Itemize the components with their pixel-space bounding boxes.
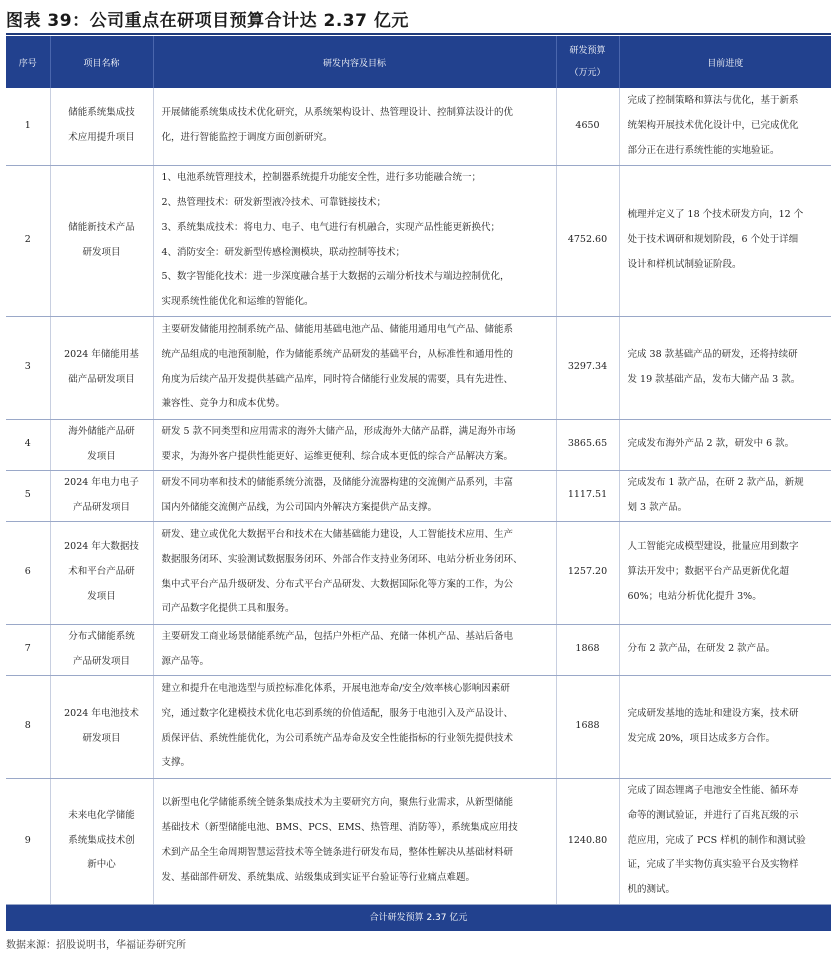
cell-content <box>153 470 556 521</box>
cell-content-line: 5、数字智能化技术：进一步深度融合基于大数据的云端分析技术与端边控制优化， <box>161 271 510 283</box>
cell-progress-line: 完成研发基地的选址和建设方案，技术研 <box>627 707 799 719</box>
table-row <box>6 88 831 165</box>
cell-project-name-line: 发项目 <box>87 450 116 462</box>
cell-content-line: 4、消防安全：研发新型传感检测模块，联动控制等技术； <box>161 246 406 258</box>
cell-project-name-line: 未来电化学储能 <box>68 809 135 821</box>
cell-progress <box>619 470 831 521</box>
cell-content-line: 研发、建立或优化大数据平台和技术在大储基础能力建设，人工智能技术应用、生产 <box>161 528 514 540</box>
cell-project-name-line: 新中心 <box>87 859 116 871</box>
cell-content <box>153 624 556 675</box>
cell-budget: 4752.60 <box>556 165 619 316</box>
header-name: 项目名称 <box>50 36 153 88</box>
figure-title: 图表 39：公司重点在研项目预算合计达 2.37 亿元 <box>6 11 409 31</box>
cell-content-line: 角度为后续产品开发提供基础产品库，同时符合储能行业发展的需要，具有先进性、 <box>161 373 514 385</box>
cell-content-line: 支撑。 <box>161 757 191 769</box>
cell-progress <box>619 521 831 624</box>
cell-content <box>153 419 556 470</box>
table-row <box>6 521 831 624</box>
rd-projects-table <box>6 36 831 905</box>
cell-budget: 3865.65 <box>556 419 619 470</box>
header-budget <box>556 36 619 88</box>
cell-content-line: 基础技术（新型储能电池、BMS、PCS、EMS、热管理、消防等），系统集成应用技 <box>161 822 518 834</box>
cell-project-name-line: 2024 年储能用基 <box>64 348 139 360</box>
cell-progress-line: 梳理并定义了 18 个技术研发方向，12 个 <box>627 209 804 221</box>
cell-project-name <box>50 778 153 904</box>
cell-no: 1 <box>6 88 50 165</box>
cell-project-name-line: 储能系统集成技 <box>68 107 135 119</box>
cell-project-name <box>50 675 153 778</box>
cell-budget: 1688 <box>556 675 619 778</box>
header-progress: 目前进度 <box>619 36 831 88</box>
cell-project-name <box>50 88 153 165</box>
cell-no: 5 <box>6 470 50 521</box>
cell-progress-line: 范应用，完成了 PCS 样机的制作和测试验 <box>627 834 806 846</box>
table-row <box>6 470 831 521</box>
title-rule <box>6 33 831 35</box>
cell-project-name <box>50 624 153 675</box>
cell-progress-line: 60%；电站分析优化提升 3%。 <box>627 590 762 602</box>
cell-progress-line: 完成发布海外产品 2 款，研发中 6 款。 <box>627 438 795 450</box>
cell-content-line: 术到产品全生命周期智慧运营技术等全链条进行研发布局，整体性解决从基础材料研 <box>161 847 514 858</box>
cell-content-line: 1、电池系统管理技术，控制器系统提升功能安全性，进行多功能融合统一； <box>161 172 482 184</box>
cell-content <box>153 521 556 624</box>
cell-progress-line: 分布 2 款产品，在研发 2 款产品。 <box>627 643 776 655</box>
cell-project-name-line: 海外储能产品研 <box>68 425 135 437</box>
cell-content <box>153 316 556 419</box>
cell-budget: 1240.80 <box>556 778 619 904</box>
table-row <box>6 624 831 675</box>
cell-progress-line: 发 19 款基础产品，发布大储产品 3 款。 <box>627 373 801 385</box>
cell-progress-line: 处于技术调研和规划阶段，6 个处于详细 <box>627 234 799 246</box>
cell-content-line: 开展储能系统集成技术优化研究，从系统架构设计、热管理设计、控制算法设计的优 <box>161 107 514 119</box>
cell-budget: 1257.20 <box>556 521 619 624</box>
cell-content-line: 质保评估、系统性能优化，为公司系统产品寿命及安全性能指标的行业领先提供技术 <box>161 732 514 744</box>
cell-progress-line: 完成了控制策略和算法与优化，基于新系 <box>627 95 799 107</box>
cell-no: 9 <box>6 778 50 904</box>
table-row <box>6 778 831 904</box>
cell-content-line: 建立和提升在电池选型与质控标准化体系，开展电池寿命/安全/效率核心影响因素研 <box>161 682 510 694</box>
cell-project-name-line: 储能新技术产品 <box>68 221 135 233</box>
cell-content-line: 统产品组成的电池预制舱，作为储能系统产品研发的基础平台，从标准性和通用性的 <box>161 348 514 360</box>
cell-content-line: 化，进行智能监控于调度方面创新研究。 <box>161 132 333 144</box>
table-row <box>6 316 831 419</box>
cell-project-name-line: 2024 年电力电子 <box>64 476 139 488</box>
header-budget-line1: 研发预算 <box>569 46 606 56</box>
cell-progress-line: 机的测试。 <box>627 884 676 896</box>
cell-project-name-line: 术应用提升项目 <box>68 132 135 144</box>
cell-budget: 1117.51 <box>556 470 619 521</box>
cell-progress <box>619 88 831 165</box>
header-no: 序号 <box>6 36 50 88</box>
cell-no: 8 <box>6 675 50 778</box>
cell-content-line: 研发 5 款不同类型和应用需求的海外大储产品，形成海外大储产品群，满足海外市场 <box>161 425 516 437</box>
cell-content-line: 主要研发储能用控制系统产品、储能用基础电池产品、储能用通用电气产品、储能系 <box>161 323 514 335</box>
cell-progress-line: 人工智能完成模型建设，批量应用到数字 <box>627 541 799 553</box>
cell-content-line: 2、热管理技术：研发新型液冷技术、可靠链接技术； <box>161 196 387 208</box>
cell-progress-line: 证，完成了半实物仿真实验平台及实物样 <box>627 859 799 871</box>
cell-project-name <box>50 316 153 419</box>
cell-progress <box>619 624 831 675</box>
cell-project-name-line: 2024 年电池技术 <box>64 707 139 719</box>
cell-progress <box>619 778 831 904</box>
cell-project-name <box>50 470 153 521</box>
table-row <box>6 165 831 316</box>
cell-progress-line: 完成了固态锂离子电池安全性能、循环寿 <box>627 785 799 796</box>
total-budget-bar: 合计研发预算 2.37 亿元 <box>6 905 831 931</box>
cell-content-line: 以新型电化学储能系统全链条集成技术为主要研究方向，聚焦行业需求，从新型储能 <box>161 797 514 809</box>
table-header-row <box>6 36 831 88</box>
cell-progress <box>619 675 831 778</box>
cell-content-line: 究，通过数字化建模技术优化电芯到系统的价值适配，服务于电池引入及产品设计、 <box>161 707 514 719</box>
cell-project-name-line: 产品研发项目 <box>72 501 130 513</box>
cell-budget: 3297.34 <box>556 316 619 419</box>
cell-progress-line: 发完成 20%，项目达成多方合作。 <box>627 732 776 744</box>
cell-progress <box>619 419 831 470</box>
cell-project-name-line: 础产品研发项目 <box>68 373 135 385</box>
cell-content-line: 司产品数字化提供工具和服务。 <box>161 603 295 615</box>
cell-content-line: 实现系统性能优化和运维的智能化。 <box>161 296 314 308</box>
cell-content-line: 集中式平台产品升级研发、分布式平台产品研发、大数据国际化等方案的工作，为公 <box>161 578 514 590</box>
cell-content <box>153 778 556 904</box>
cell-project-name-line: 系统集成技术创 <box>68 834 135 846</box>
cell-project-name <box>50 165 153 316</box>
cell-content <box>153 675 556 778</box>
table-row <box>6 675 831 778</box>
cell-progress-line: 部分正在进行系统性能的实地验证。 <box>627 144 780 156</box>
cell-budget: 4650 <box>556 88 619 165</box>
cell-content-line: 源产品等。 <box>161 655 210 667</box>
cell-progress-line: 算法开发中；数据平台产品更新优化超 <box>627 566 790 578</box>
cell-content <box>153 88 556 165</box>
cell-project-name <box>50 521 153 624</box>
cell-project-name-line: 分布式储能系统 <box>68 630 135 642</box>
cell-no: 3 <box>6 316 50 419</box>
cell-progress <box>619 316 831 419</box>
cell-content-line: 发、基础部件研发、系统集成、站级集成到实证平台验证等行业痛点难题。 <box>161 871 476 883</box>
cell-content-line: 研发不同功率和技术的储能系统分流器，及储能分流器构建的交流侧产品系列，丰富 <box>161 476 514 488</box>
cell-project-name-line: 研发项目 <box>82 732 121 744</box>
cell-content-line: 兼容性、竞争力和成本优势。 <box>161 398 286 410</box>
cell-content-line: 主要研发工商业场景储能系统产品，包括户外柜产品、充储一体机产品、基站后备电 <box>161 630 514 642</box>
cell-project-name-line: 研发项目 <box>82 246 121 258</box>
cell-no: 4 <box>6 419 50 470</box>
cell-progress-line: 设计和样机试制验证阶段。 <box>627 258 742 270</box>
cell-budget: 1868 <box>556 624 619 675</box>
cell-project-name-line: 2024 年大数据技 <box>64 541 139 553</box>
cell-progress-line: 划 3 款产品。 <box>627 501 688 513</box>
header-content: 研发内容及目标 <box>153 36 556 88</box>
cell-progress-line: 命等的测试验证，并进行了百兆瓦级的示 <box>627 809 799 821</box>
cell-no: 7 <box>6 624 50 675</box>
cell-no: 6 <box>6 521 50 624</box>
cell-progress-line: 完成发布 1 款产品，在研 2 款产品，新规 <box>627 476 804 488</box>
cell-content <box>153 165 556 316</box>
cell-project-name <box>50 419 153 470</box>
source-note: 数据来源：招股说明书，华福证券研究所 <box>6 940 186 951</box>
cell-no: 2 <box>6 165 50 316</box>
cell-project-name-line: 发项目 <box>87 590 116 602</box>
cell-content-line: 要求，为海外客户提供性能更好、运维更便利、综合成本更低的综合产品解决方案。 <box>161 450 514 462</box>
header-budget-line2: （万元） <box>569 68 606 78</box>
cell-content-line: 国内外储能交流侧产品线，为公司国内外解决方案提供产品支撑。 <box>161 501 438 513</box>
cell-content-line: 3、系统集成技术：将电力、电子、电气进行有机融合，实现产品性能更新换代； <box>161 221 501 233</box>
cell-project-name-line: 产品研发项目 <box>72 655 130 667</box>
cell-progress <box>619 165 831 316</box>
cell-progress-line: 完成 38 款基础产品的研发，还将持续研 <box>627 348 798 360</box>
cell-progress-line: 统架构开展技术优化设计中，已完成优化 <box>627 119 799 131</box>
table-row <box>6 419 831 470</box>
cell-project-name-line: 术和平台产品研 <box>68 566 135 578</box>
cell-content-line: 数据服务闭环、实验测试数据服务闭环、外部合作支持业务闭环、电站分析业务闭环、 <box>161 553 523 565</box>
